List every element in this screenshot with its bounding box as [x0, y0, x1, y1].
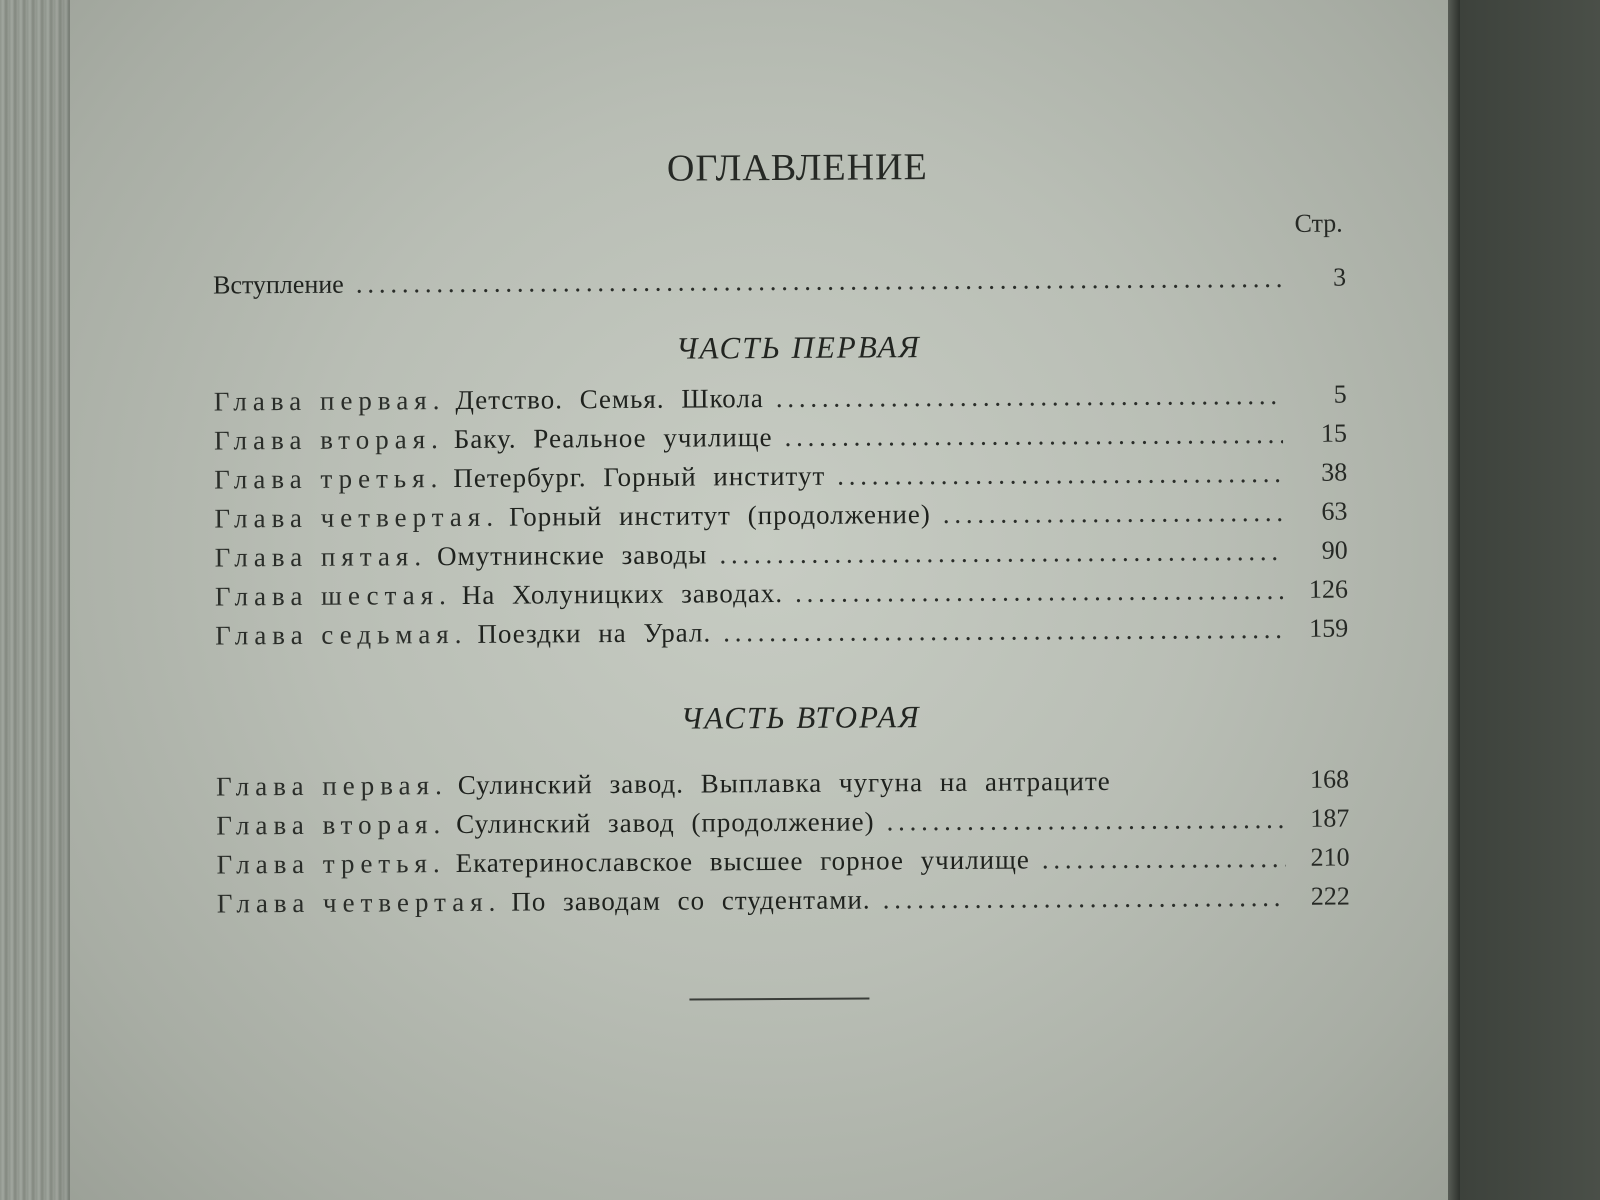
dot-leader	[785, 419, 1284, 453]
divider-rule	[689, 997, 869, 1000]
toc-page-number: 159	[1309, 613, 1349, 643]
toc-page-number: 5	[1333, 379, 1347, 409]
toc-row	[214, 457, 1348, 496]
toc-chapter-label: Глава вторая.	[216, 809, 447, 841]
toc-row-intro	[212, 262, 1347, 301]
toc-entry-title: Омутнинские заводы	[436, 539, 708, 572]
toc-entry-title: Детство. Семья. Школа	[455, 383, 764, 415]
toc-row	[216, 803, 1350, 842]
toc-entry-title: Сулинский завод (продолжение)	[456, 806, 875, 839]
toc-chapter-label: Глава четвертая.	[214, 501, 500, 534]
dot-leader	[837, 458, 1283, 492]
toc-row	[214, 535, 1348, 574]
toc-entry-title: Сулинский завод. Выплавка чугуна на антраците	[457, 765, 1111, 800]
toc-chapter-label: Глава первая.	[216, 770, 448, 802]
part-title: ЧАСТЬ ВТОРАЯ	[680, 699, 921, 736]
toc-entry-title: Петербург. Горный институт	[453, 460, 826, 493]
dot-leader	[719, 536, 1284, 570]
toc-chapter-label: Глава пятая.	[214, 541, 428, 573]
toc-page-number: 63	[1321, 496, 1348, 526]
toc-entry-title: Екатеринославское высшее горное училище	[455, 844, 1030, 878]
toc-chapter-label: Глава третья.	[214, 463, 444, 495]
toc-page-number: 3	[1332, 262, 1347, 292]
dot-leader	[1042, 843, 1286, 875]
dot-leader	[723, 614, 1284, 648]
toc-row	[214, 496, 1348, 535]
page-column-label: Стр.	[1294, 208, 1343, 238]
toc-entry-title: Баку. Реальное училище	[453, 422, 773, 454]
toc-row	[216, 842, 1350, 881]
part-title: ЧАСТЬ ПЕРВАЯ	[675, 329, 921, 366]
toc-entry-title: Горный институт (продолжение)	[508, 499, 931, 532]
background	[1460, 0, 1600, 1200]
toc-chapter-label: Глава седьмая.	[215, 618, 468, 651]
toc-row	[213, 418, 1348, 457]
toc-chapter-label: Глава шестая.	[214, 580, 452, 612]
toc-page-number: 222	[1310, 881, 1350, 911]
toc-chapter-label: Глава вторая.	[213, 424, 444, 456]
toc-page-number: 15	[1320, 418, 1348, 448]
page-title: ОГЛАВЛЕНИЕ	[666, 146, 928, 190]
dot-leader	[883, 882, 1286, 915]
toc-row	[214, 574, 1349, 613]
toc-page-number: 126	[1308, 574, 1349, 604]
dot-leader	[356, 263, 1282, 300]
dot-leader	[943, 497, 1284, 530]
toc-row	[216, 881, 1350, 920]
toc-entry-title: Вступление	[212, 269, 344, 300]
toc-entry-title: По заводам со студентами.	[511, 884, 871, 917]
page-right-edge	[1448, 0, 1460, 1200]
toc-page-number: 90	[1321, 535, 1348, 565]
dot-leader	[776, 380, 1283, 414]
toc-page-number: 38	[1321, 457, 1348, 487]
toc-entry-title: На Холуницких заводах.	[461, 577, 784, 610]
toc-row	[215, 613, 1349, 652]
dot-leader	[886, 804, 1285, 837]
toc-chapter-label: Глава четвертая.	[216, 886, 502, 919]
toc-chapter-label: Глава первая.	[213, 385, 446, 417]
toc-page-number: 210	[1310, 842, 1350, 872]
toc-entry-title: Поездки на Урал.	[477, 617, 712, 649]
toc-row	[213, 379, 1347, 418]
toc-page-number: 168	[1310, 764, 1350, 794]
dot-leader	[795, 575, 1284, 609]
toc-row	[216, 764, 1350, 803]
toc-chapter-label: Глава третья.	[216, 848, 446, 880]
table-of-contents	[211, 0, 1348, 1200]
toc-page-number: 187	[1310, 803, 1350, 833]
